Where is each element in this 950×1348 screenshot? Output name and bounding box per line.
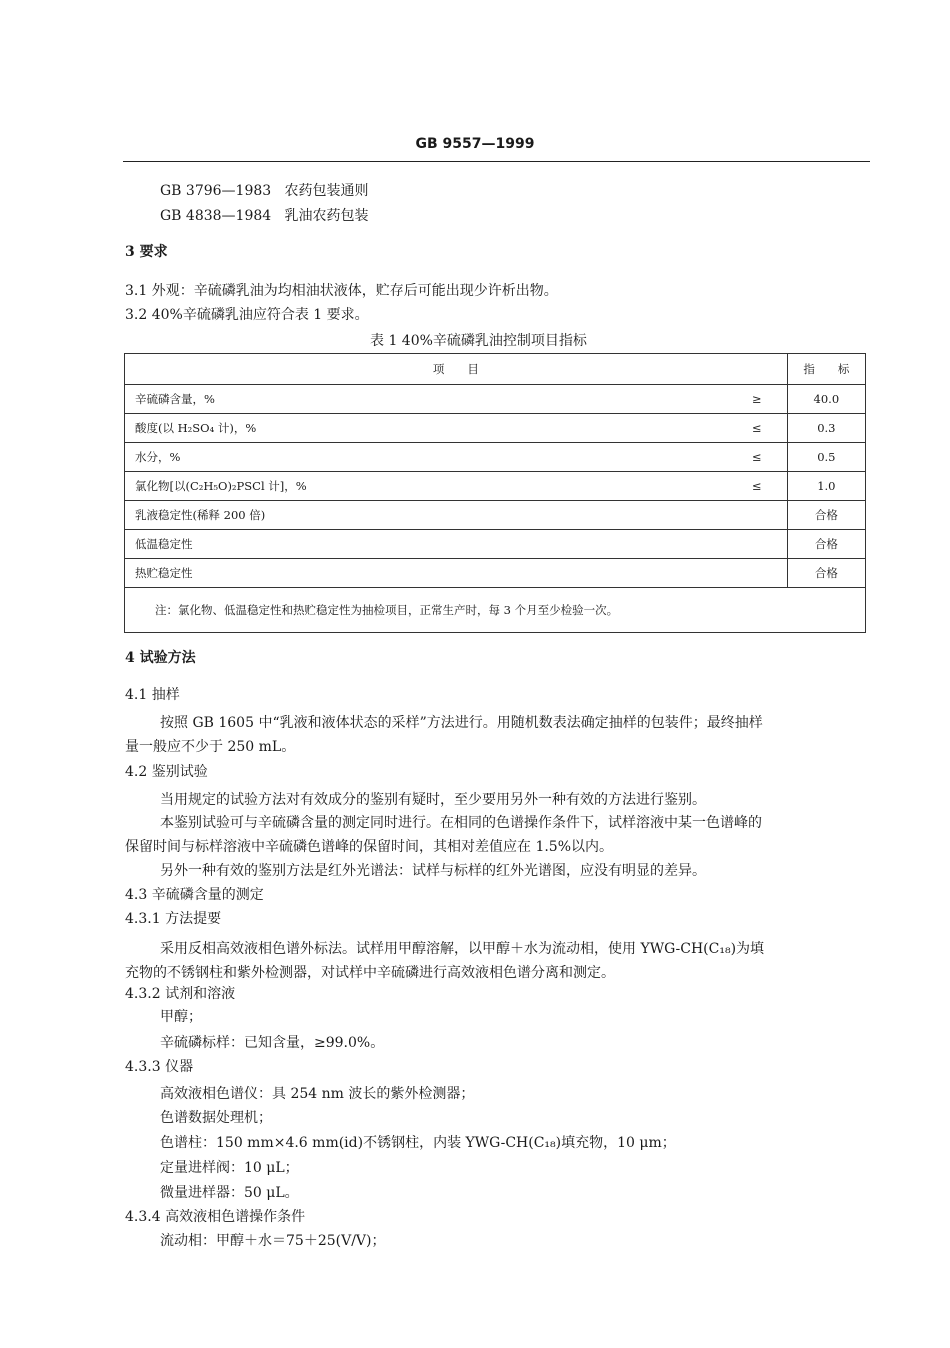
row-value: 0.5 <box>787 443 865 472</box>
table-row <box>125 385 866 414</box>
table-row <box>125 501 866 530</box>
row-item: 氯化物[以(C₂H₅O)₂PSCl 计]，% <box>125 472 717 501</box>
col-value-header: 指 标 <box>787 354 865 385</box>
clause-4-2-text: 本鉴别试验可与辛硫磷含量的测定同时进行。在相同的色谱操作条件下，试样溶液中某一色谱峰的 <box>160 815 762 831</box>
clause-3-2: 3.2 40%辛硫磷乳油应符合表 1 要求。 <box>125 307 369 323</box>
col-item-header: 项 目 <box>125 354 788 385</box>
table-row <box>125 414 866 443</box>
row-value: 40.0 <box>787 385 865 414</box>
table-row <box>125 443 866 472</box>
row-item: 辛硫磷含量，% <box>125 385 717 414</box>
section-3-heading: 3 要求 <box>125 244 168 260</box>
reference-2 <box>160 205 369 225</box>
reference-code: GB 3796—1983 <box>160 183 272 199</box>
row-symbol: ≥ <box>717 385 788 414</box>
clause-4-2-title: 4.2 鉴别试验 <box>125 764 208 780</box>
table-row <box>125 472 866 501</box>
row-value: 合格 <box>787 530 865 559</box>
clause-4-3-1-text: 充物的不锈钢柱和紫外检测器，对试样中辛硫磷进行高效液相色谱分离和测定。 <box>125 965 615 981</box>
reference-title: 乳油农药包装 <box>284 208 369 224</box>
clause-4-3-4-text: 流动相：甲醇＋水＝75＋25(V/V)； <box>160 1233 386 1249</box>
clause-4-2-text: 当用规定的试验方法对有效成分的鉴别有疑时，至少要用另外一种有效的方法进行鉴别。 <box>160 792 706 808</box>
header-rule <box>123 161 870 162</box>
clause-3-1: 3.1 外观：辛硫磷乳油为均相油状液体，贮存后可能出现少许析出物。 <box>125 283 558 299</box>
clause-4-3-1-title: 4.3.1 方法提要 <box>125 911 222 927</box>
section-4-heading: 4 试验方法 <box>125 650 196 666</box>
table-caption: 表 1 40%辛硫磷乳油控制项目指标 <box>370 333 587 349</box>
clause-4-2-text: 另外一种有效的鉴别方法是红外光谱法：试样与标样的红外光谱图，应没有明显的差异。 <box>160 863 706 879</box>
row-item: 水分，% <box>125 443 717 472</box>
clause-4-3-2-title: 4.3.2 试剂和溶液 <box>125 986 236 1002</box>
clause-4-2-text: 保留时间与标样溶液中辛硫磷色谱峰的保留时间，其相对差值应在 1.5%以内。 <box>125 839 614 855</box>
row-symbol <box>717 530 788 559</box>
reference-1 <box>160 180 369 200</box>
clause-4-3-3-text: 微量进样器：50 μL。 <box>160 1185 299 1201</box>
clause-4-3-4-title: 4.3.4 高效液相色谱操作条件 <box>125 1209 306 1225</box>
reference-code: GB 4838—1984 <box>160 208 272 224</box>
clause-4-3-3-text: 色谱柱：150 mm×4.6 mm(id)不锈钢柱，内装 YWG-CH(C₁₈)填充物，10 μm； <box>160 1135 676 1151</box>
clause-4-3-3-text: 定量进样阀：10 μL； <box>160 1160 299 1176</box>
row-symbol: ≤ <box>717 472 788 501</box>
row-item: 热贮稳定性 <box>125 559 717 588</box>
row-symbol: ≤ <box>717 414 788 443</box>
clause-4-3-3-text: 高效液相色谱仪：具 254 nm 波长的紫外检测器； <box>160 1086 475 1102</box>
table-note: 注：氯化物、低温稳定性和热贮稳定性为抽检项目，正常生产时，每 3 个月至少检验一次。 <box>125 588 866 633</box>
row-value: 1.0 <box>787 472 865 501</box>
table-row <box>125 559 866 588</box>
table-note-row <box>125 588 866 633</box>
reference-title: 农药包装通则 <box>284 183 369 199</box>
spec-table <box>124 353 866 633</box>
table-header-row <box>125 354 866 385</box>
row-symbol <box>717 559 788 588</box>
row-symbol: ≤ <box>717 443 788 472</box>
clause-4-1-text: 量一般应不少于 250 mL。 <box>125 739 296 755</box>
row-value: 合格 <box>787 559 865 588</box>
clause-4-1-text: 按照 GB 1605 中“乳液和液体状态的采样”方法进行。用随机数表法确定抽样的包装件；最终抽样 <box>160 715 763 731</box>
row-value: 0.3 <box>787 414 865 443</box>
table-row <box>125 530 866 559</box>
clause-4-3-1-text: 采用反相高效液相色谱外标法。试样用甲醇溶解，以甲醇＋水为流动相，使用 YWG-CH(C₁₈)为填 <box>160 941 765 957</box>
clause-4-3-3-text: 色谱数据处理机； <box>160 1110 272 1126</box>
clause-4-3-2-text: 甲醇； <box>160 1009 202 1025</box>
clause-4-3-3-title: 4.3.3 仪器 <box>125 1059 194 1075</box>
clause-4-3-2-text: 辛硫磷标样：已知含量，≥99.0%。 <box>160 1035 385 1051</box>
row-item: 乳液稳定性(稀释 200 倍) <box>125 501 717 530</box>
row-value: 合格 <box>787 501 865 530</box>
row-symbol <box>717 501 788 530</box>
clause-4-3-title: 4.3 辛硫磷含量的测定 <box>125 887 264 903</box>
standard-code-header: GB 9557—1999 <box>415 136 535 152</box>
row-item: 低温稳定性 <box>125 530 717 559</box>
clause-4-1-title: 4.1 抽样 <box>125 687 180 703</box>
row-item: 酸度(以 H₂SO₄ 计)，% <box>125 414 717 443</box>
